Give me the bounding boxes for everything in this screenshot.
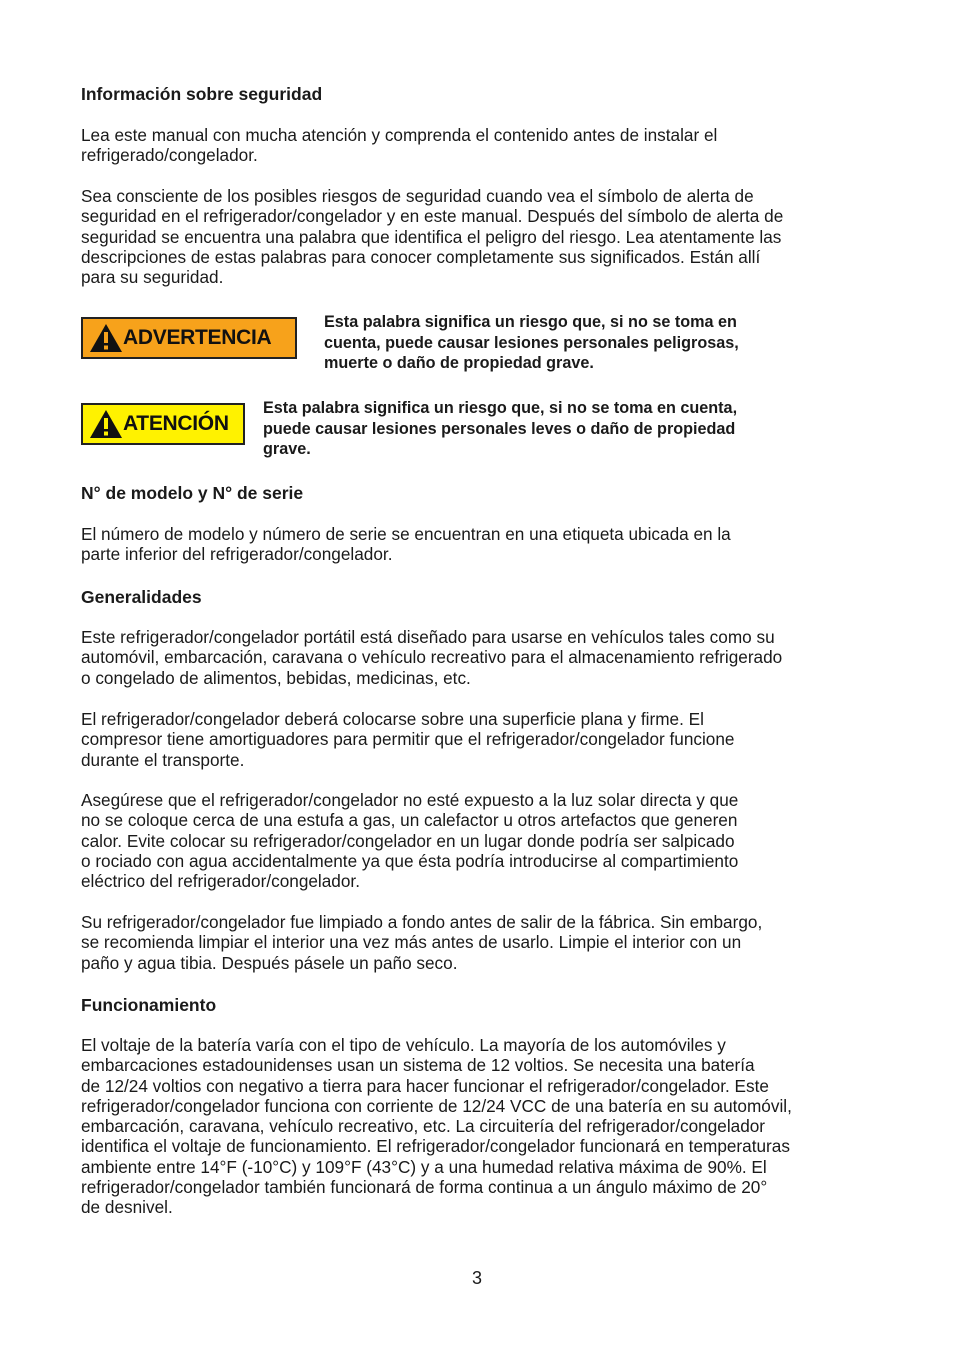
operation-heading: Funcionamiento [81,995,217,1015]
model-serial-paragraph: El número de modelo y número de serie se encuentran en una etiqueta ubicada en la parte inferior del refrigerador/congelador. [81,524,731,565]
safety-info-heading: Información sobre seguridad [81,84,323,104]
warning-badge-label: ADVERTENCIA [123,326,272,349]
general-paragraph-4: Su refrigerador/congelador fue limpiado a fondo antes de salir de la fábrica. Sin embargo, se recomienda limpiar el interior una vez más antes de usarlo. Limpie el interior con un paño y agua tibia. Después pásele un paño seco. [81,912,763,973]
page-number: 3 [471,1268,482,1288]
general-paragraph-1: Este refrigerador/congelador portátil está diseñado para usarse en vehículos tales como su automóvil, embarcación, caravana o vehículo recreativo para el almacenamiento refrigerado o congelado de alimentos, bebidas, medicinas, etc. [81,627,783,688]
warning-description: Esta palabra significa un riesgo que, si no se toma en cuenta, puede causar lesiones personales peligrosas, muerte o daño de propiedad grave. [324,313,739,372]
general-paragraph-3: Asegúrese que el refrigerador/congelador no esté expuesto a la luz solar directa y que no se coloque cerca de una estufa a gas, un calefactor u otros artefactos que generen calor. Evite colocar su refrigerador/congelador en un lugar donde podría ser salpicado o rociado con agua accidentalmente ya que ésta podría introducirse al compartimiento eléctrico del refrigerador/congelador. [81,790,739,892]
model-serial-heading: N° de modelo y N° de serie [81,483,304,503]
caution-description: Esta palabra significa un riesgo que, si no se toma en cuenta, puede causar lesiones personales leves o daño de propiedad grave. [263,399,738,458]
warning-badge [81,317,297,359]
caution-badge-label: ATENCIÓN [123,412,229,435]
safety-intro-paragraph: Lea este manual con mucha atención y comprenda el contenido antes de instalar el refrigerado/congelador. [81,125,718,166]
caution-badge [81,403,245,445]
general-heading: Generalidades [81,587,202,607]
safety-symbol-paragraph: Sea consciente de los posibles riesgos de seguridad cuando vea el símbolo de alerta de seguridad en el refrigerador/congelador y en este manual. Después del símbolo de alerta de seguridad se encuentra una palabra que identifica el peligro del riesgo. Lea atentamente las descripciones de estas palabras para conocer completamente sus significados. Están allí para su seguridad. [81,186,784,288]
alert-triangle-icon [89,323,123,353]
operation-paragraph: El voltaje de la batería varía con el tipo de vehículo. La mayoría de los automóviles y embarcaciones estadounidenses usan un sistema de 12 voltios. Se necesita una batería de 12/24 voltios con negativo a tierra para hacer funcionar el refrigerador/congelador. Este refrigerador/congelador funciona con corriente de 12/24 VCC de una batería en su automóvil, embarcación, caravana, vehículo recreativo, etc. La circuitería del refrigerador/congelador identifica el voltaje de funcionamiento. El refrigerador/congelador funcionará en temperaturas ambiente entre 14°F (-10°C) y 109°F (43°C) y a una humedad relativa máxima de 90%. El refrigerador/congelador también funcionará de forma continua a un ángulo máximo de 20° de desnivel. [81,1035,792,1218]
general-paragraph-2: El refrigerador/congelador deberá colocarse sobre una superficie plana y firme. El compresor tiene amortiguadores para permitir que el refrigerador/congelador funcione durante el transporte. [81,709,735,770]
alert-triangle-icon [89,409,123,439]
